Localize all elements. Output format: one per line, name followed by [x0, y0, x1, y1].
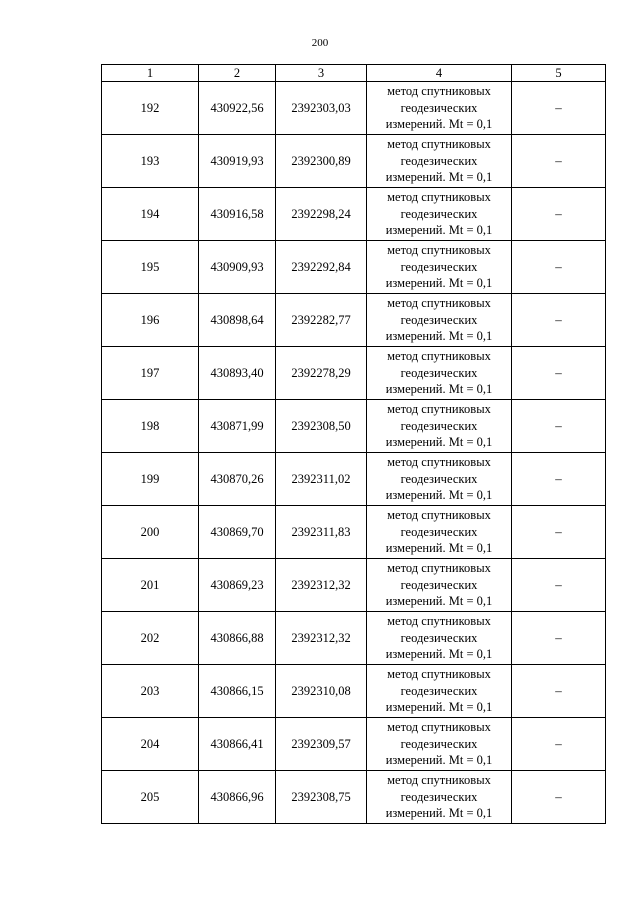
- table-row: [102, 559, 606, 612]
- x-coordinate-cell: 430909,93: [199, 241, 276, 294]
- coordinates-table: [101, 64, 606, 824]
- page-number: 200: [311, 37, 329, 49]
- x-coordinate-cell: 430870,26: [199, 453, 276, 506]
- column-5-cell: –: [512, 82, 606, 135]
- column-header-3: 3: [276, 65, 367, 82]
- method-text-line: метод спутниковых: [387, 84, 491, 99]
- method-text-line: метод спутниковых: [387, 667, 491, 682]
- point-number-cell: 194: [102, 188, 199, 241]
- method-cell: [367, 135, 512, 188]
- column-5-cell: –: [512, 665, 606, 718]
- table-row: [102, 718, 606, 771]
- x-coordinate-cell: 430871,99: [199, 400, 276, 453]
- method-cell: [367, 400, 512, 453]
- x-coordinate-cell: 430919,93: [199, 135, 276, 188]
- method-text-line: геодезических: [400, 312, 478, 327]
- y-coordinate-cell: 2392311,83: [276, 506, 367, 559]
- point-number-cell: 200: [102, 506, 199, 559]
- method-cell: [367, 506, 512, 559]
- y-coordinate-cell: 2392312,32: [276, 612, 367, 665]
- method-text-line: измерений. Mt = 0,1: [385, 541, 493, 556]
- column-5-cell: –: [512, 559, 606, 612]
- y-coordinate-cell: 2392308,75: [276, 771, 367, 824]
- method-text-line: метод спутниковых: [387, 296, 491, 311]
- table-row: [102, 135, 606, 188]
- y-coordinate-cell: 2392282,77: [276, 294, 367, 347]
- point-number-cell: 204: [102, 718, 199, 771]
- point-number-cell: 196: [102, 294, 199, 347]
- point-number-cell: 195: [102, 241, 199, 294]
- method-text-line: геодезических: [400, 206, 478, 221]
- column-5-cell: –: [512, 188, 606, 241]
- method-text-line: измерений. Mt = 0,1: [385, 276, 493, 291]
- y-coordinate-cell: 2392298,24: [276, 188, 367, 241]
- table-row: [102, 241, 606, 294]
- point-number-cell: 201: [102, 559, 199, 612]
- point-number-cell: 203: [102, 665, 199, 718]
- column-5-cell: –: [512, 135, 606, 188]
- method-text-line: геодезических: [400, 524, 478, 539]
- method-text-line: метод спутниковых: [387, 773, 491, 788]
- column-5-cell: –: [512, 294, 606, 347]
- table-row: [102, 294, 606, 347]
- method-cell: [367, 453, 512, 506]
- x-coordinate-cell: 430916,58: [199, 188, 276, 241]
- y-coordinate-cell: 2392312,32: [276, 559, 367, 612]
- column-header-1: 1: [102, 65, 199, 82]
- y-coordinate-cell: 2392278,29: [276, 347, 367, 400]
- table-row: [102, 665, 606, 718]
- method-text-line: геодезических: [400, 100, 478, 115]
- x-coordinate-cell: 430893,40: [199, 347, 276, 400]
- method-text-line: метод спутниковых: [387, 243, 491, 258]
- method-text-line: геодезических: [400, 683, 478, 698]
- method-cell: [367, 665, 512, 718]
- method-text-line: измерений. Mt = 0,1: [385, 647, 493, 662]
- method-text-line: метод спутниковых: [387, 614, 491, 629]
- method-text-line: измерений. Mt = 0,1: [385, 223, 493, 238]
- column-5-cell: –: [512, 771, 606, 824]
- method-text-line: измерений. Mt = 0,1: [385, 594, 493, 609]
- method-text-line: геодезических: [400, 418, 478, 433]
- method-text-line: метод спутниковых: [387, 402, 491, 417]
- column-5-cell: –: [512, 241, 606, 294]
- x-coordinate-cell: 430866,15: [199, 665, 276, 718]
- point-number-cell: 198: [102, 400, 199, 453]
- method-text-line: геодезических: [400, 736, 478, 751]
- y-coordinate-cell: 2392309,57: [276, 718, 367, 771]
- point-number-cell: 197: [102, 347, 199, 400]
- method-text-line: геодезических: [400, 259, 478, 274]
- method-text-line: метод спутниковых: [387, 137, 491, 152]
- y-coordinate-cell: 2392300,89: [276, 135, 367, 188]
- method-cell: [367, 294, 512, 347]
- column-5-cell: –: [512, 453, 606, 506]
- method-text-line: измерений. Mt = 0,1: [385, 382, 493, 397]
- method-cell: [367, 718, 512, 771]
- method-text-line: измерений. Mt = 0,1: [385, 753, 493, 768]
- x-coordinate-cell: 430866,41: [199, 718, 276, 771]
- method-text-line: геодезических: [400, 577, 478, 592]
- point-number-cell: 199: [102, 453, 199, 506]
- table-row: [102, 400, 606, 453]
- x-coordinate-cell: 430869,23: [199, 559, 276, 612]
- table-header-row: [102, 65, 606, 82]
- y-coordinate-cell: 2392303,03: [276, 82, 367, 135]
- method-text-line: метод спутниковых: [387, 508, 491, 523]
- method-text-line: геодезических: [400, 789, 478, 804]
- y-coordinate-cell: 2392308,50: [276, 400, 367, 453]
- method-text-line: геодезических: [400, 630, 478, 645]
- method-text-line: измерений. Mt = 0,1: [385, 329, 493, 344]
- method-cell: [367, 612, 512, 665]
- method-text-line: метод спутниковых: [387, 720, 491, 735]
- point-number-cell: 192: [102, 82, 199, 135]
- x-coordinate-cell: 430866,88: [199, 612, 276, 665]
- method-cell: [367, 241, 512, 294]
- method-cell: [367, 188, 512, 241]
- x-coordinate-cell: 430922,56: [199, 82, 276, 135]
- method-text-line: измерений. Mt = 0,1: [385, 488, 493, 503]
- column-header-4: 4: [367, 65, 512, 82]
- table-row: [102, 612, 606, 665]
- x-coordinate-cell: 430869,70: [199, 506, 276, 559]
- y-coordinate-cell: 2392292,84: [276, 241, 367, 294]
- method-text-line: геодезических: [400, 365, 478, 380]
- method-cell: [367, 771, 512, 824]
- y-coordinate-cell: 2392311,02: [276, 453, 367, 506]
- table-row: [102, 188, 606, 241]
- table-row: [102, 506, 606, 559]
- table-body: [102, 82, 606, 824]
- column-5-cell: –: [512, 506, 606, 559]
- x-coordinate-cell: 430898,64: [199, 294, 276, 347]
- column-5-cell: –: [512, 347, 606, 400]
- table-row: [102, 82, 606, 135]
- column-5-cell: –: [512, 400, 606, 453]
- point-number-cell: 202: [102, 612, 199, 665]
- column-5-cell: –: [512, 612, 606, 665]
- method-text-line: метод спутниковых: [387, 561, 491, 576]
- column-5-cell: –: [512, 718, 606, 771]
- method-text-line: измерений. Mt = 0,1: [385, 806, 493, 821]
- method-text-line: измерений. Mt = 0,1: [385, 117, 493, 132]
- point-number-cell: 193: [102, 135, 199, 188]
- method-cell: [367, 347, 512, 400]
- method-text-line: метод спутниковых: [387, 349, 491, 364]
- method-text-line: метод спутниковых: [387, 190, 491, 205]
- method-text-line: метод спутниковых: [387, 455, 491, 470]
- method-cell: [367, 559, 512, 612]
- method-text-line: измерений. Mt = 0,1: [385, 435, 493, 450]
- point-number-cell: 205: [102, 771, 199, 824]
- method-text-line: геодезических: [400, 153, 478, 168]
- table-row: [102, 453, 606, 506]
- table-row: [102, 347, 606, 400]
- column-header-5: 5: [512, 65, 606, 82]
- y-coordinate-cell: 2392310,08: [276, 665, 367, 718]
- column-header-2: 2: [199, 65, 276, 82]
- x-coordinate-cell: 430866,96: [199, 771, 276, 824]
- method-cell: [367, 82, 512, 135]
- table-row: [102, 771, 606, 824]
- method-text-line: измерений. Mt = 0,1: [385, 170, 493, 185]
- method-text-line: измерений. Mt = 0,1: [385, 700, 493, 715]
- method-text-line: геодезических: [400, 471, 478, 486]
